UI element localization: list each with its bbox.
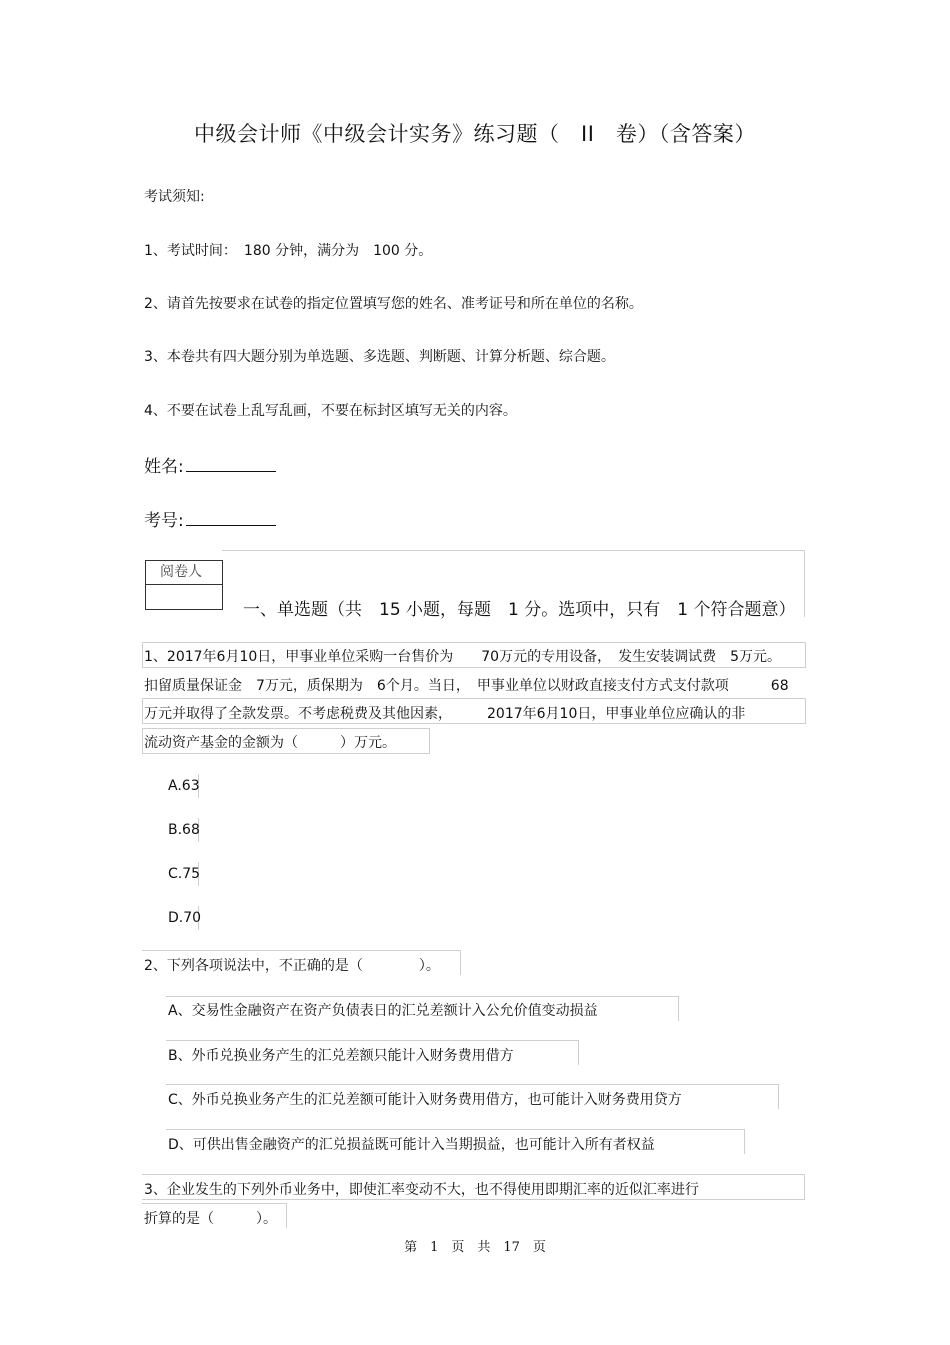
q2-option-d[interactable]: D、可供出售金融资产的汇兑损益既可能计入当期损益，也可能计入所有者权益: [168, 1137, 655, 1153]
q2-option-a[interactable]: A、交易性金融资产在资产负债表日的汇兑差额计入公允价值变动损益: [168, 1003, 598, 1019]
q1-option-c[interactable]: C.75: [168, 866, 201, 882]
q1-stem-line: 万元并取得了全款发票。不考虑税费及其他因素， 2017年6月10日，甲事业单位应确认的非: [144, 706, 746, 722]
q1-stem-line: 扣留质量保证金 7万元，质保期为 6个月。当日， 甲事业单位以财政直接支付方式支付款项 68: [144, 678, 789, 694]
exam-number-blank[interactable]: [186, 509, 276, 526]
page-title: 中级会计师《中级会计实务》练习题（ II 卷）（含答案）: [194, 122, 756, 146]
notice-heading: 考试须知:: [144, 189, 205, 205]
q2-option-c[interactable]: C、外币兑换业务产生的汇兑差额可能计入财务费用借方，也可能计入财务费用贷方: [168, 1092, 682, 1108]
name-label: 姓名:: [144, 457, 184, 477]
q1-option-d[interactable]: D.70: [168, 910, 202, 926]
grader-label: 阅卷人: [146, 561, 222, 585]
section-heading: 一、单选题（共 15 小题，每题 1 分。选项中，只有 1 个符合题意）: [243, 600, 796, 620]
q2-stem: 2、下列各项说法中，不正确的是（ ）。: [144, 958, 440, 974]
notice-item: 2、请首先按要求在试卷的指定位置填写您的姓名、准考证号和所在单位的名称。: [144, 296, 643, 312]
q1-option-a[interactable]: A.63: [168, 778, 200, 794]
q1-option-b[interactable]: B.68: [168, 822, 200, 838]
page-footer: 第 1 页 共 17 页: [404, 1240, 546, 1255]
q1-stem-line: 1、2017年6月10日，甲事业单位采购一台售价为 70万元的专用设备， 发生安装调试费 5万元。: [144, 649, 781, 665]
name-field[interactable]: [144, 452, 276, 477]
notice-item: 3、本卷共有四大题分别为单选题、多选题、判断题、计算分析题、综合题。: [144, 349, 615, 365]
exam-number-field[interactable]: [144, 506, 276, 531]
q3-stem-line: 3、企业发生的下列外币业务中，即使汇率变动不大，也不得使用即期汇率的近似汇率进行: [144, 1182, 699, 1198]
exam-number-label: 考号:: [144, 511, 184, 531]
notice-item: 4、不要在试卷上乱写乱画，不要在标封区填写无关的内容。: [144, 403, 517, 419]
q3-stem-line: 折算的是（ ）。: [144, 1211, 277, 1227]
grader-box: [145, 560, 223, 610]
name-blank[interactable]: [186, 455, 276, 472]
notice-item: 1、考试时间： 180 分钟，满分为 100 分。: [144, 243, 433, 259]
q2-option-b[interactable]: B、外币兑换业务产生的汇兑差额只能计入财务费用借方: [168, 1048, 514, 1064]
q1-stem-line: 流动资产基金的金额为（ ）万元。: [144, 735, 396, 751]
